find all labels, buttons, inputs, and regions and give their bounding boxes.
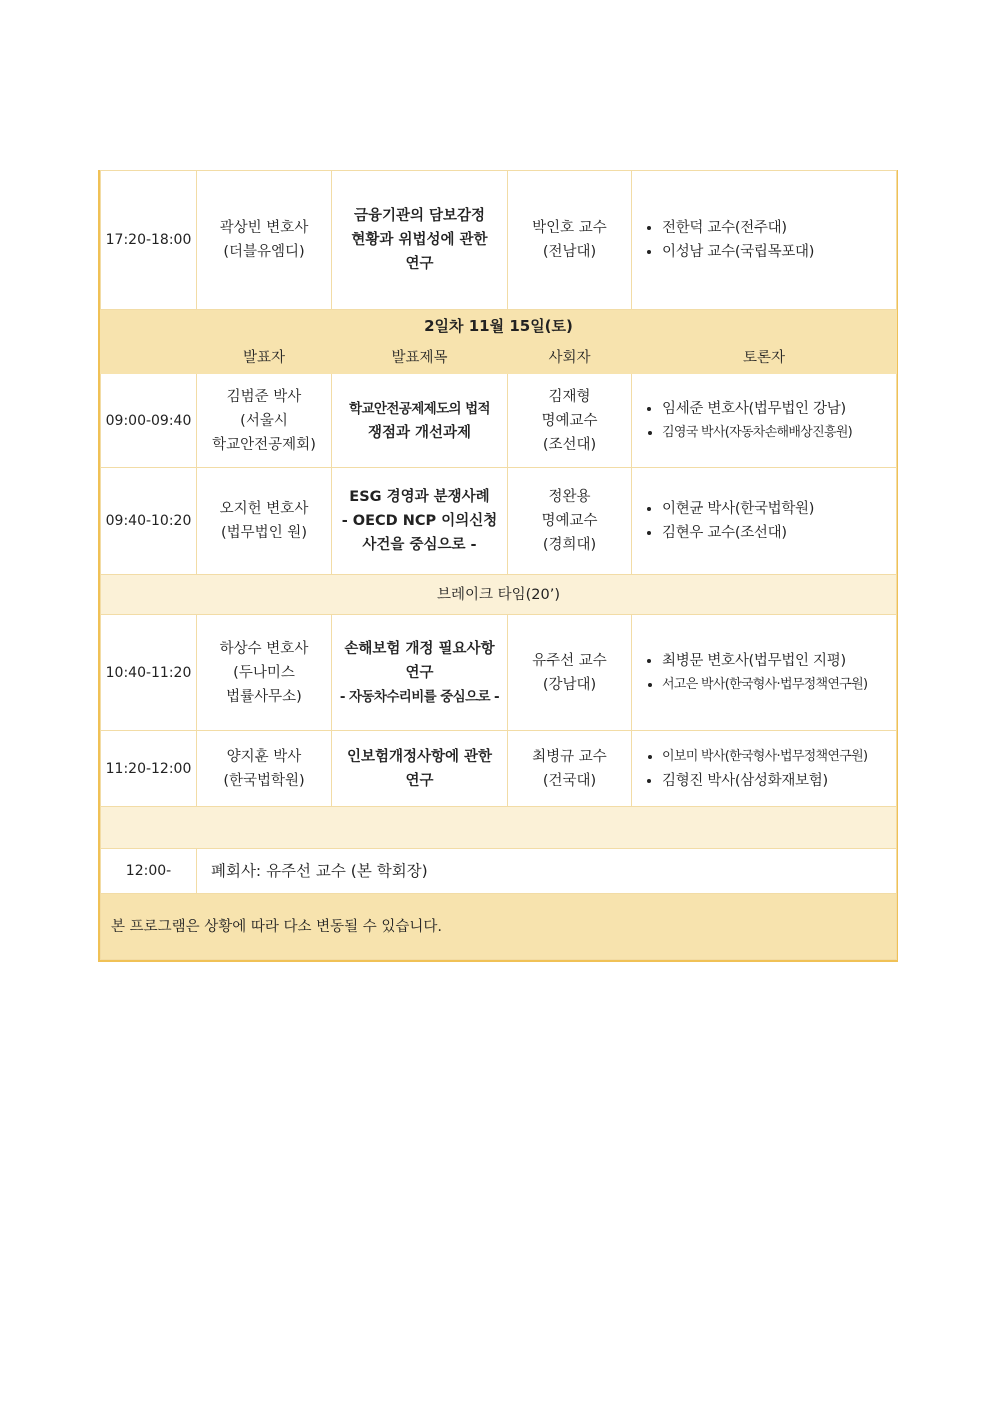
presenter-name: 오지헌 변호사 <box>219 501 309 517</box>
presenter-affiliation: 학교안전공제회) <box>212 436 316 453</box>
closing-time: 12:00- <box>101 849 197 894</box>
talk-title-line: 손해보험 개정 필요사항 <box>344 640 495 657</box>
presenter-name: 하상수 변호사 <box>219 640 309 657</box>
header-presenter: 발표자 <box>197 342 332 374</box>
session-row <box>101 731 897 807</box>
presenter-affiliation: (두나미스 <box>233 664 295 681</box>
session-row <box>101 468 897 575</box>
discussants-cell <box>632 615 897 731</box>
presenter-affiliation: (서울시 <box>240 412 288 429</box>
discussant: • 이성남 교수(국립목포대) <box>662 240 892 264</box>
discussant: • 김형진 박사(삼성화재보험) <box>662 769 892 793</box>
talk-title-cell <box>332 171 508 310</box>
header-title: 발표제목 <box>332 342 508 374</box>
discussant: • 김영국 박사(자동차손해배상진흥원) <box>662 421 892 445</box>
moderator-name: 김재형 <box>548 388 591 405</box>
presenter-name: 양지훈 박사 <box>226 748 302 765</box>
moderator-cell <box>508 615 632 731</box>
session-row <box>101 171 897 310</box>
talk-title-cell <box>332 468 508 575</box>
moderator-title: 명예교수 <box>541 513 598 529</box>
presenter-affiliation: 법률사무소) <box>226 688 302 705</box>
moderator-title: 명예교수 <box>541 412 598 429</box>
header-moderator: 사회자 <box>508 342 632 374</box>
schedule-table <box>100 170 897 960</box>
talk-title-line: - 자동차수리비를 중심으로 - <box>339 688 500 705</box>
presenter-name: 곽상빈 변호사 <box>219 220 309 236</box>
column-header-row <box>101 342 897 374</box>
spacer-cell <box>101 807 897 849</box>
presenter-affiliation: (한국법학원) <box>223 772 305 789</box>
discussant: • 이현균 박사(한국법학원) <box>662 497 892 521</box>
day-title-row <box>101 310 897 342</box>
moderator-affiliation: (경희대) <box>542 537 597 553</box>
moderator-affiliation: (조선대) <box>542 436 597 453</box>
discussants-cell <box>632 468 897 575</box>
discussant: • 김현우 교수(조선대) <box>662 521 892 545</box>
discussants-cell <box>632 374 897 468</box>
presenter-cell <box>197 468 332 575</box>
session-time: 09:00-09:40 <box>101 374 197 468</box>
presenter-affiliation: (더블유엠디) <box>223 244 305 260</box>
moderator-cell <box>508 468 632 575</box>
moderator-name: 최병규 교수 <box>532 748 607 765</box>
discussant: • 임세준 변호사(법무법인 강남) <box>662 397 892 421</box>
program-note: 본 프로그램은 상황에 따라 다소 변동될 수 있습니다. <box>101 894 897 960</box>
session-row <box>101 615 897 731</box>
discussant: • 최병문 변호사(법무법인 지평) <box>662 649 892 673</box>
moderator-cell <box>508 731 632 807</box>
presenter-cell <box>197 615 332 731</box>
presenter-affiliation: (법무법인 원) <box>221 525 307 541</box>
talk-title-cell <box>332 615 508 731</box>
talk-title-line: 연구 <box>405 664 434 681</box>
header-time <box>101 342 197 374</box>
presenter-cell <box>197 171 332 310</box>
program-schedule <box>98 170 898 962</box>
presenter-cell <box>197 374 332 468</box>
session-time: 17:20-18:00 <box>101 171 197 310</box>
talk-title-line: 쟁점과 개선과제 <box>367 424 472 441</box>
session-time: 10:40-11:20 <box>101 615 197 731</box>
talk-title-line: 사건을 중심으로 - <box>362 537 477 553</box>
talk-title-cell <box>332 374 508 468</box>
talk-title-line: 학교안전공제제도의 법적 <box>349 400 490 417</box>
discussant: • 이보미 박사(한국형사·법무정책연구원) <box>662 745 892 769</box>
talk-title-cell <box>332 731 508 807</box>
talk-title-line: 현황과 위법성에 관한 <box>351 232 488 248</box>
session-row <box>101 374 897 468</box>
moderator-affiliation: (건국대) <box>542 772 597 789</box>
talk-title-line: 인보험개정사항에 관한 <box>346 748 493 765</box>
talk-title-line: - OECD NCP 이의신청 <box>341 513 498 529</box>
spacer-row <box>101 807 897 849</box>
moderator-affiliation: (강남대) <box>542 676 597 693</box>
talk-title-line: 금융기관의 담보감정 <box>353 208 486 224</box>
closing-row <box>101 849 897 894</box>
break-label: 브레이크 타임(20’) <box>101 575 897 615</box>
note-row <box>101 894 897 960</box>
moderator-affiliation: (전남대) <box>542 244 597 260</box>
day-title: 2일차 11월 15일(토) <box>101 310 897 342</box>
moderator-cell <box>508 374 632 468</box>
moderator-name: 정완용 <box>548 489 591 505</box>
presenter-name: 김범준 박사 <box>226 388 302 405</box>
talk-title-line: ESG 경영과 분쟁사례 <box>349 489 490 505</box>
moderator-cell <box>508 171 632 310</box>
moderator-name: 박인호 교수 <box>532 220 607 236</box>
moderator-name: 유주선 교수 <box>532 652 607 669</box>
discussant: • 서고은 박사(한국형사·법무정책연구원) <box>662 673 892 697</box>
session-time: 09:40-10:20 <box>101 468 197 575</box>
header-discussants: 토론자 <box>632 342 897 374</box>
talk-title-line: 연구 <box>405 256 434 272</box>
discussants-cell <box>632 171 897 310</box>
discussants-cell <box>632 731 897 807</box>
presenter-cell <box>197 731 332 807</box>
break-row <box>101 575 897 615</box>
discussant: • 전한덕 교수(전주대) <box>662 216 892 240</box>
talk-title-line: 연구 <box>405 772 434 789</box>
session-time: 11:20-12:00 <box>101 731 197 807</box>
closing-remarks: 폐회사: 유주선 교수 (본 학회장) <box>197 849 897 894</box>
